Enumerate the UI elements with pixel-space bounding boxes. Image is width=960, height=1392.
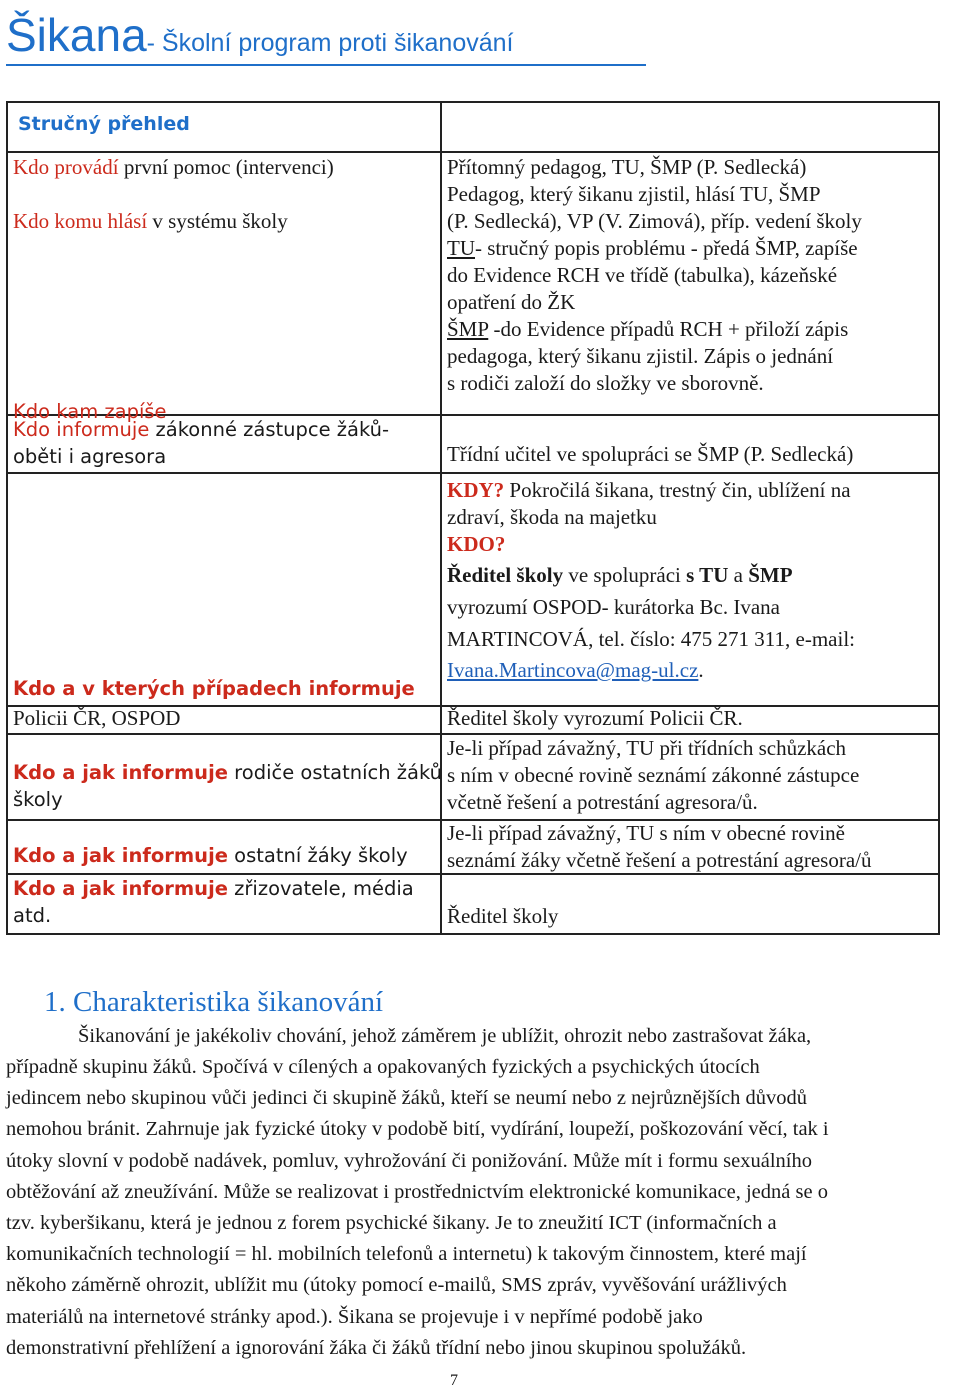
who-informs-parents-2: oběti i agresora: [13, 445, 167, 468]
right-cell-7: [441, 874, 939, 934]
right-line-7: ŠMP -do Evidence případů RCH + přiloží zápis: [447, 317, 849, 341]
who-informs-other-parents: Kdo a jak informuje rodiče ostatních žáků: [13, 761, 443, 784]
left-cell-7: [7, 874, 441, 934]
left-cell-3: [7, 473, 441, 706]
paragraph-line-8: komunikačních technologií = hl. mobilních telefonů a internetu) k takovým činnostem, které mají: [6, 1243, 807, 1265]
who-records: Kdo kam zapíše: [13, 400, 167, 423]
right-line-22: Je-li případ závažný, TU s ním v obecné rovině: [447, 821, 845, 845]
paragraph-line-1: Šikanování je jakékoliv chování, jehož záměrem je ublížit, ohrozit nebo zastrašovat žáka,: [78, 1025, 812, 1047]
right-cell-5: [441, 734, 939, 820]
table-header-empty-cell: [441, 102, 939, 152]
right-line-4: TU- stručný popis problému - předá ŠMP, zapíše: [447, 236, 858, 260]
paragraph-line-9: někoho záměrně ohrozit, ublížit mu (útoky pomocí e-mailů, SMS zpráv, vyvěšování urážlivých: [6, 1274, 787, 1296]
right-line-15: vyrozumí OSPOD- kurátorka Bc. Ivana: [447, 595, 781, 619]
paragraph-line-4: nemohou bránit. Zahrnuje jak fyzické útoky v podobě bití, vydírání, loupeží, poškozování věcí, tak i: [6, 1118, 829, 1140]
right-line-1: Přítomný pedagog, TU, ŠMP (P. Sedlecká): [447, 155, 807, 179]
right-line-3: (P. Sedlecká), VP (V. Zimová), příp. vedení školy: [447, 209, 862, 233]
paragraph-line-11: demonstrativní přehlížení a ignorování žáka či žáků třídní nebo jinou skupinou spolužáků.: [6, 1337, 747, 1359]
right-line-20: s ním v obecné rovině seznámí zákonné zástupce: [447, 763, 860, 787]
who-informs-police-2: Policii ČR, OSPOD: [13, 706, 181, 730]
who-informs-parents: Kdo informuje zákonné zástupce žáků-: [13, 418, 390, 441]
right-cell-4: [441, 706, 939, 734]
paragraph-line-10: materiálů na internetové stránky apod.). Šikana se projevuje i v nepřímé podobě jako: [6, 1306, 703, 1328]
right-line-17: Ivana.Martincova@mag-ul.cz.: [447, 658, 704, 682]
right-line-2: Pedagog, který šikanu zjistil, hlásí TU, ŠMP: [447, 182, 821, 206]
right-line-24: Ředitel školy: [447, 904, 559, 928]
right-line-18: Ředitel školy vyrozumí Policii ČR.: [447, 706, 743, 730]
paragraph-line-3: jedincem nebo skupinou vůči jedinci či skupině žáků, kteří se neumí nebo z nejrůznějších důvodů: [6, 1087, 807, 1109]
paragraph-line-6: obtěžování až zneužívání. Může se realizovat i prostřednictvím elektronické komunikace, jedná se o: [6, 1181, 828, 1203]
right-line-10: Třídní učitel ve spolupráci se ŠMP (P. Sedlecká): [447, 442, 854, 466]
right-line-16: MARTINCOVÁ, tel. číslo: 475 271 311, e-mail:: [447, 627, 856, 651]
right-cell-6: [441, 820, 939, 874]
right-line-19: Je-li případ závažný, TU při třídních schůzkách: [447, 736, 847, 760]
who-intervenes: Kdo provádí první pomoc (intervenci): [13, 155, 334, 179]
right-line-6: opatření do ŽK: [447, 290, 576, 314]
right-cell-2: [441, 415, 939, 473]
who-informs-founder: Kdo a jak informuje zřizovatele, média: [13, 877, 414, 900]
paragraph-line-7: tzv. kyberšikanu, která je jednou z forem psychické šikany. Je to zneužití ICT (informačních a: [6, 1212, 777, 1234]
left-cell-2: [7, 415, 441, 473]
section-heading: 1. Charakteristika šikanování: [44, 986, 384, 1018]
page-title: Šikana- Školní program proti šikanování: [6, 8, 646, 66]
right-line-9: s rodiči založí do složky ve sborovně.: [447, 371, 764, 395]
overview-table: [6, 101, 940, 935]
who-informs-founder-2: atd.: [13, 904, 52, 927]
right-line-23: seznámí žáky včetně řešení a potrestání agresora/ů: [447, 848, 872, 872]
page-number: 7: [450, 1372, 458, 1389]
left-cell-4: [7, 706, 441, 734]
left-cell-5: [7, 734, 441, 820]
email-link[interactable]: Ivana.Martincova@mag-ul.cz: [447, 658, 699, 682]
paragraph-line-5: útoky slovní v podobě nadávek, pomluv, vyhrožování či ponižování. Může mít i formu sexuálního: [6, 1150, 812, 1172]
right-cell-1: [441, 152, 939, 415]
who-informs-students: Kdo a jak informuje ostatní žáky školy: [13, 844, 408, 867]
right-line-13: KDO?: [447, 532, 506, 556]
right-line-21: včetně řešení a potrestání agresora/ů.: [447, 790, 758, 814]
right-line-8: pedagoga, který šikanu zjistil. Zápis o jednání: [447, 344, 834, 368]
table-header: Stručný přehled: [18, 113, 190, 135]
left-cell-6: [7, 820, 441, 874]
right-line-11: KDY? Pokročilá šikana, trestný čin, ublížení na: [447, 478, 851, 502]
who-reports: Kdo komu hlásí v systému školy: [13, 209, 288, 233]
paragraph-line-2: případně skupinu žáků. Spočívá v cílených a opakovaných fyzických a psychických útocích: [6, 1056, 760, 1078]
left-cell-1: [7, 152, 441, 423]
right-line-12: zdraví, škoda na majetku: [447, 505, 657, 529]
right-line-5: do Evidence RCH ve třídě (tabulka), kázeňské: [447, 263, 838, 287]
right-cell-3: [441, 473, 939, 706]
right-line-14: Ředitel školy ve spolupráci s TU a ŠMP: [447, 563, 793, 587]
who-informs-police: Kdo a v kterých případech informuje: [13, 677, 415, 700]
who-informs-other-parents-2: školy: [13, 788, 63, 811]
table-header-cell: [7, 102, 441, 152]
